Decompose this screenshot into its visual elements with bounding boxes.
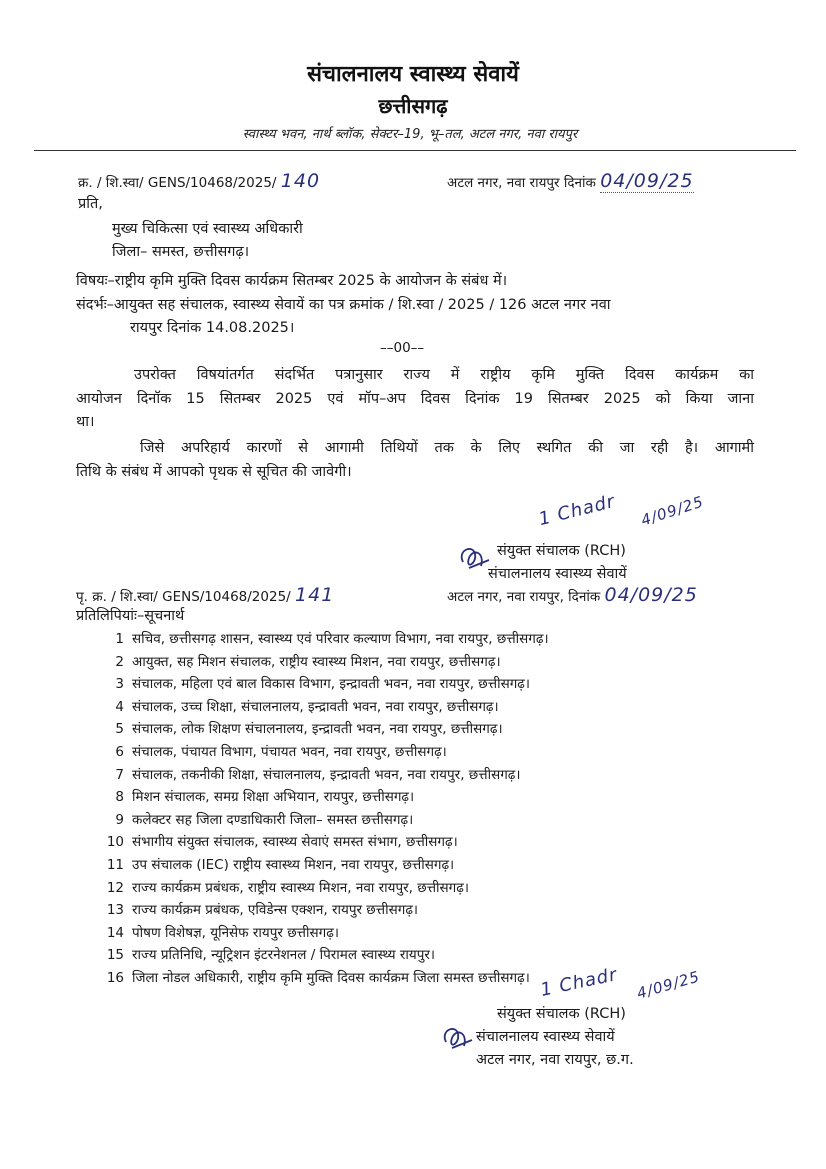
body-para2-line1: जिसे अपरिहार्य कारणों से आगामी तिथियों तक के लिए स्थगित की जा रही है। आगामी bbox=[140, 440, 754, 456]
cc-item: 4 संचालक, उच्च शिक्षा, संचालनालय, इन्द्रावती भवन, नवा रायपुर, छत्तीसगढ़। bbox=[115, 698, 499, 715]
recipient-line-2: जिला– समस्त, छत्तीसगढ़। bbox=[112, 244, 250, 260]
cc-list bbox=[96, 628, 549, 990]
cc-item: 5 संचालक, लोक शिक्षण संचालनालय, इन्द्रावती भवन, नवा रायपुर, छत्तीसगढ़। bbox=[115, 721, 503, 738]
cc-item: 7 संचालक, तकनीकी शिक्षा, संचालनालय, इन्द्रावती भवन, नवा रायपुर, छत्तीसगढ़। bbox=[115, 766, 521, 783]
body-para1-line2: आयोजन दिनॉक 15 सितम्बर 2025 एवं मॉप–अप दिवस दिनांक 19 सितम्बर 2025 को किया जाना bbox=[76, 391, 754, 407]
signature-initials-2: 1 Chadr bbox=[538, 964, 620, 1001]
signature-stroke-icon bbox=[438, 1020, 478, 1056]
cc-item: 13 राज्य कार्यक्रम प्रबंधक, एविडेन्स एक्शन, रायपुर छत्तीसगढ़। bbox=[106, 902, 419, 919]
cc-heading: प्रतिलिपियांः–सूचनार्थ bbox=[76, 608, 185, 624]
separator: ––00–– bbox=[380, 340, 425, 356]
letter-ref-number: 140 bbox=[280, 170, 321, 192]
cc-item: 15 राज्य प्रतिनिधि, न्यूट्रिशन इंटरनेशनल / पिरामल स्वास्थ्य रायपुर। bbox=[106, 947, 436, 964]
letter-date: 04/09/25 bbox=[600, 170, 694, 192]
body-para2-line2: तिथि के संबंध में आपको पृथक से सूचित की जावेगी। bbox=[76, 464, 352, 480]
signature-date-2: 4/09/25 bbox=[634, 967, 703, 1003]
subject-line: विषयः–राष्ट्रीय कृमि मुक्ति दिवस कार्यक्रम सितम्बर 2025 के आयोजन के संबंध में। bbox=[76, 273, 508, 289]
cc-item: 14 पोषण विशेषज्ञ, यूनिसेफ रायपुर छत्तीसगढ़। bbox=[106, 924, 339, 941]
cc-item: 11 उप संचालक (IEC) राष्ट्रीय स्वास्थ्य मिशन, नवा रायपुर, छत्तीसगढ़। bbox=[106, 856, 455, 873]
letter-to: प्रति, bbox=[78, 196, 103, 212]
signature-date-1: 4/09/25 bbox=[638, 492, 707, 530]
body-para1-line1: उपरोक्त विषयांतर्गत संदर्भित पत्रानुसार राज्य में राष्ट्रीय कृमि मुक्ति दिवस कार्यक्रम का bbox=[134, 367, 754, 383]
reference-line-1: संदर्भः–आयुक्त सह संचालक, स्वास्थ्य सेवायें का पत्र क्रमांक / शि.स्वा / 2025 / 126 अटल नगर नवा bbox=[76, 297, 611, 313]
letter-place-date bbox=[447, 170, 694, 192]
reference-line-2: रायपुर दिनांक 14.08.2025। bbox=[130, 320, 295, 336]
endorsement-place-date bbox=[447, 584, 698, 606]
signature-initials-1: 1 Chadr bbox=[536, 490, 618, 531]
signatory-place-2: अटल नगर, नवा रायपुर, छ.ग. bbox=[476, 1052, 634, 1068]
endorsement-place-date-label: अटल नगर, नवा रायपुर, दिनांक bbox=[447, 589, 601, 605]
letterhead-org: संचालनालय स्वास्थ्य सेवायें bbox=[307, 62, 519, 87]
body-para1-line3: था। bbox=[76, 414, 95, 430]
header-divider bbox=[34, 150, 796, 151]
cc-item: 8 मिशन संचालक, समग्र शिक्षा अभियान, रायपुर, छत्तीसगढ़। bbox=[115, 789, 415, 806]
letterhead-state: छत्तीसगढ़ bbox=[378, 94, 448, 118]
signatory-title-1: संयुक्त संचालक (RCH) bbox=[497, 543, 626, 559]
cc-item: 16 जिला नोडल अधिकारी, राष्ट्रीय कृमि मुक्ति दिवस कार्यक्रम जिला समस्त छत्तीसगढ़। bbox=[106, 969, 530, 986]
cc-item: 9 कलेक्टर सह जिला दण्डाधिकारी जिला– समस्त छत्तीसगढ़। bbox=[115, 811, 414, 828]
cc-item: 10 संभागीय संयुक्त संचालक, स्वास्थ्य सेवाएं समस्त संभाग, छत्तीसगढ़। bbox=[106, 834, 458, 851]
cc-item: 2 आयुक्त, सह मिशन संचालक, राष्ट्रीय स्वास्थ्य मिशन, नवा रायपुर, छत्तीसगढ़। bbox=[115, 653, 501, 670]
endorsement-ref bbox=[76, 584, 334, 606]
endorsement-date: 04/09/25 bbox=[604, 584, 698, 606]
cc-item: 12 राज्य कार्यक्रम प्रबंधक, राष्ट्रीय स्वास्थ्य मिशन, नवा रायपुर, छत्तीसगढ़। bbox=[106, 879, 469, 896]
signatory-office-1: संचालनालय स्वास्थ्य सेवायें bbox=[488, 566, 627, 582]
letter-place-date-label: अटल नगर, नवा रायपुर दिनांक bbox=[447, 175, 596, 191]
endorsement-ref-number: 141 bbox=[295, 584, 335, 606]
endorsement-ref-prefix: पृ. क्र. / शि.स्वा/ GENS/10468/2025/ bbox=[76, 589, 291, 605]
letter-ref-prefix: क्र. / शि.स्वा/ GENS/10468/2025/ bbox=[78, 175, 277, 191]
letter-ref bbox=[78, 170, 320, 192]
cc-item: 1 सचिव, छत्तीसगढ़ शासन, स्वास्थ्य एवं परिवार कल्याण विभाग, नवा रायपुर, छत्तीसगढ़। bbox=[115, 631, 549, 647]
recipient-line-1: मुख्य चिकित्सा एवं स्वास्थ्य अधिकारी bbox=[112, 221, 303, 237]
cc-item: 6 संचालक, पंचायत विभाग, पंचायत भवन, नवा रायपुर, छत्तीसगढ़। bbox=[115, 743, 447, 760]
signatory-title-2: संयुक्त संचालक (RCH) bbox=[497, 1006, 626, 1022]
signatory-office-2: संचालनालय स्वास्थ्य सेवायें bbox=[476, 1029, 615, 1045]
cc-item: 3 संचालक, महिला एवं बाल विकास विभाग, इन्द्रावती भवन, नवा रायपुर, छत्तीसगढ़। bbox=[115, 676, 531, 693]
letterhead-address: स्वास्थ्य भवन, नार्थ ब्लॉक, सेक्टर–19, भू–तल, अटल नगर, नवा रायपुर bbox=[242, 127, 578, 142]
